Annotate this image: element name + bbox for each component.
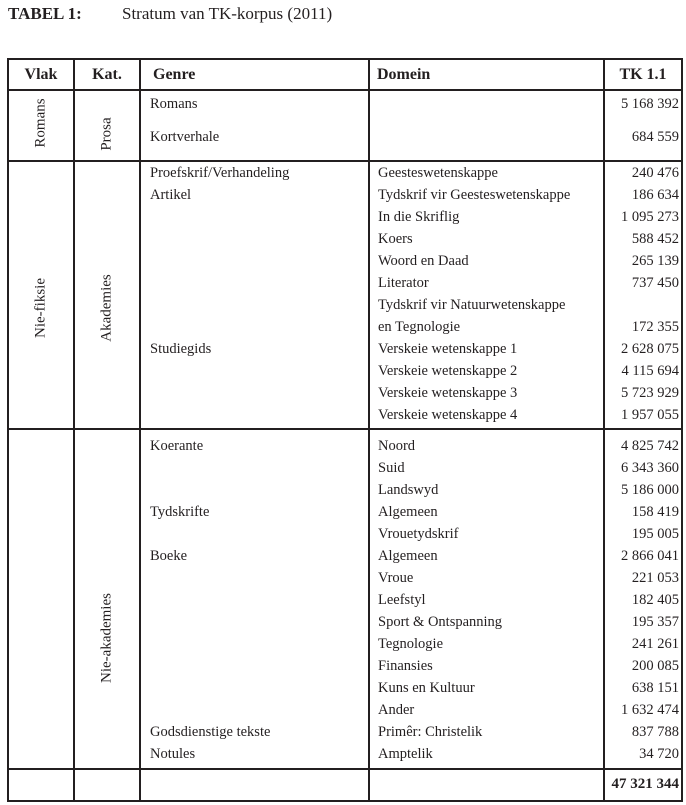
genre-cell: Koerante bbox=[150, 438, 204, 454]
tk-cell: 195 357 bbox=[631, 614, 679, 630]
domein-cell: Sport & Ontspanning bbox=[378, 614, 503, 630]
vlak-romans: Romans bbox=[32, 98, 49, 148]
domein-cell: Woord en Daad bbox=[378, 253, 469, 269]
stratum-table bbox=[7, 58, 683, 802]
kat-prosa: Prosa bbox=[98, 117, 115, 151]
genre-cell: Proefskrif/Verhandeling bbox=[150, 165, 290, 181]
tk-cell: 737 450 bbox=[631, 275, 679, 291]
domein-cell: Tegnologie bbox=[378, 636, 444, 652]
domein-cell: Noord bbox=[378, 438, 416, 454]
tk-cell: 240 476 bbox=[631, 165, 679, 181]
tk-cell: 2 628 075 bbox=[621, 341, 679, 357]
domein-cell: Verskeie wetenskappe 1 bbox=[378, 341, 518, 357]
domein-cell: Literator bbox=[378, 275, 429, 291]
header-vlak: Vlak bbox=[24, 66, 58, 83]
table-caption bbox=[8, 4, 332, 24]
tk-cell: 684 559 bbox=[631, 129, 679, 145]
domein-cell: Tydskrif vir Natuurwetenskappe bbox=[378, 297, 566, 313]
genre-cell: Boeke bbox=[150, 548, 188, 564]
domein-cell: Verskeie wetenskappe 2 bbox=[378, 363, 518, 379]
tk-cell: 588 452 bbox=[631, 231, 679, 247]
genre-cell: Studiegids bbox=[150, 341, 212, 357]
tk-cell: 2 866 041 bbox=[621, 548, 679, 564]
tk-cell: 158 419 bbox=[631, 504, 679, 520]
tk-cell bbox=[605, 294, 679, 316]
tk-cell: 186 634 bbox=[631, 187, 679, 203]
tk-cell: 265 139 bbox=[631, 253, 679, 269]
genre-cell: Artikel bbox=[150, 187, 192, 203]
kat-nie-akademies: Nie-akademies bbox=[98, 593, 115, 683]
tk-cell: 4 825 742 bbox=[621, 438, 679, 454]
tk-cell: 172 355 bbox=[631, 319, 679, 335]
domein-cell: Vroue bbox=[378, 570, 414, 586]
domein-cell: Amptelik bbox=[378, 746, 433, 762]
header-domein: Domein bbox=[377, 66, 431, 83]
col-divider bbox=[368, 60, 370, 800]
tk-cell: 6 343 360 bbox=[621, 460, 679, 476]
domein-cell: Landswyd bbox=[378, 482, 439, 498]
tk-cell: 34 720 bbox=[639, 746, 679, 762]
tk-cell: 221 053 bbox=[631, 570, 679, 586]
domein-cell: Algemeen bbox=[378, 548, 438, 564]
domein-cell: Geesteswetenskappe bbox=[378, 165, 498, 181]
header-genre: Genre bbox=[153, 66, 196, 83]
domein-cell: Finansies bbox=[378, 658, 433, 674]
tk-cell: 195 005 bbox=[631, 526, 679, 542]
domein-cell: Ander bbox=[378, 702, 415, 718]
domein-cell: Primêr: Christelik bbox=[378, 724, 483, 740]
kat-akademies: Akademies bbox=[98, 274, 115, 342]
domein-cell: Tydskrif vir Geesteswetenskappe bbox=[378, 187, 571, 203]
domein-cell: Vrouetydskrif bbox=[378, 526, 459, 542]
domein-cell: en Tegnologie bbox=[378, 319, 461, 335]
genre-cell: Kortverhale bbox=[150, 129, 220, 145]
tk-cell: 5 168 392 bbox=[621, 96, 679, 112]
domein-cell: In die Skriflig bbox=[378, 209, 460, 225]
tk-cell: 241 261 bbox=[631, 636, 679, 652]
vlak-nie-fiksie: Nie-fiksie bbox=[32, 278, 49, 338]
genre-cell: Notules bbox=[150, 746, 196, 762]
header-kat: Kat. bbox=[92, 66, 122, 83]
genre-cell: Romans bbox=[150, 96, 198, 112]
table-title: Stratum van TK-korpus (2011) bbox=[122, 4, 333, 23]
tk-cell: 1 957 055 bbox=[621, 407, 679, 423]
table-number: TABEL 1: bbox=[8, 4, 82, 23]
tk-cell: 5 723 929 bbox=[621, 385, 679, 401]
domein-cell: Kuns en Kultuur bbox=[378, 680, 475, 696]
tk-cell: 638 151 bbox=[631, 680, 679, 696]
genre-cell: Tydskrifte bbox=[150, 504, 210, 520]
tk-cell: 837 788 bbox=[631, 724, 679, 740]
tk-cell: 5 186 000 bbox=[621, 482, 679, 498]
row-divider bbox=[9, 428, 681, 430]
col-divider bbox=[73, 60, 75, 800]
domein-cell: Verskeie wetenskappe 3 bbox=[378, 385, 518, 401]
total-value: 47 321 344 bbox=[611, 776, 679, 792]
domein-cell: Koers bbox=[378, 231, 413, 247]
tk-cell: 4 115 694 bbox=[621, 363, 679, 379]
header-tk: TK 1.1 bbox=[619, 66, 667, 83]
domein-cell: Algemeen bbox=[378, 504, 438, 520]
row-divider bbox=[9, 768, 681, 770]
tk-cell: 1 095 273 bbox=[621, 209, 679, 225]
col-divider bbox=[139, 60, 141, 800]
row-divider bbox=[9, 160, 681, 162]
domein-cell: Leefstyl bbox=[378, 592, 426, 608]
genre-cell: Godsdienstige tekste bbox=[150, 724, 271, 740]
domein-cell: Suid bbox=[378, 460, 405, 476]
tk-cell: 200 085 bbox=[631, 658, 679, 674]
domein-cell: Verskeie wetenskappe 4 bbox=[378, 407, 518, 423]
tk-cell: 182 405 bbox=[631, 592, 679, 608]
tk-cell: 1 632 474 bbox=[621, 702, 679, 718]
